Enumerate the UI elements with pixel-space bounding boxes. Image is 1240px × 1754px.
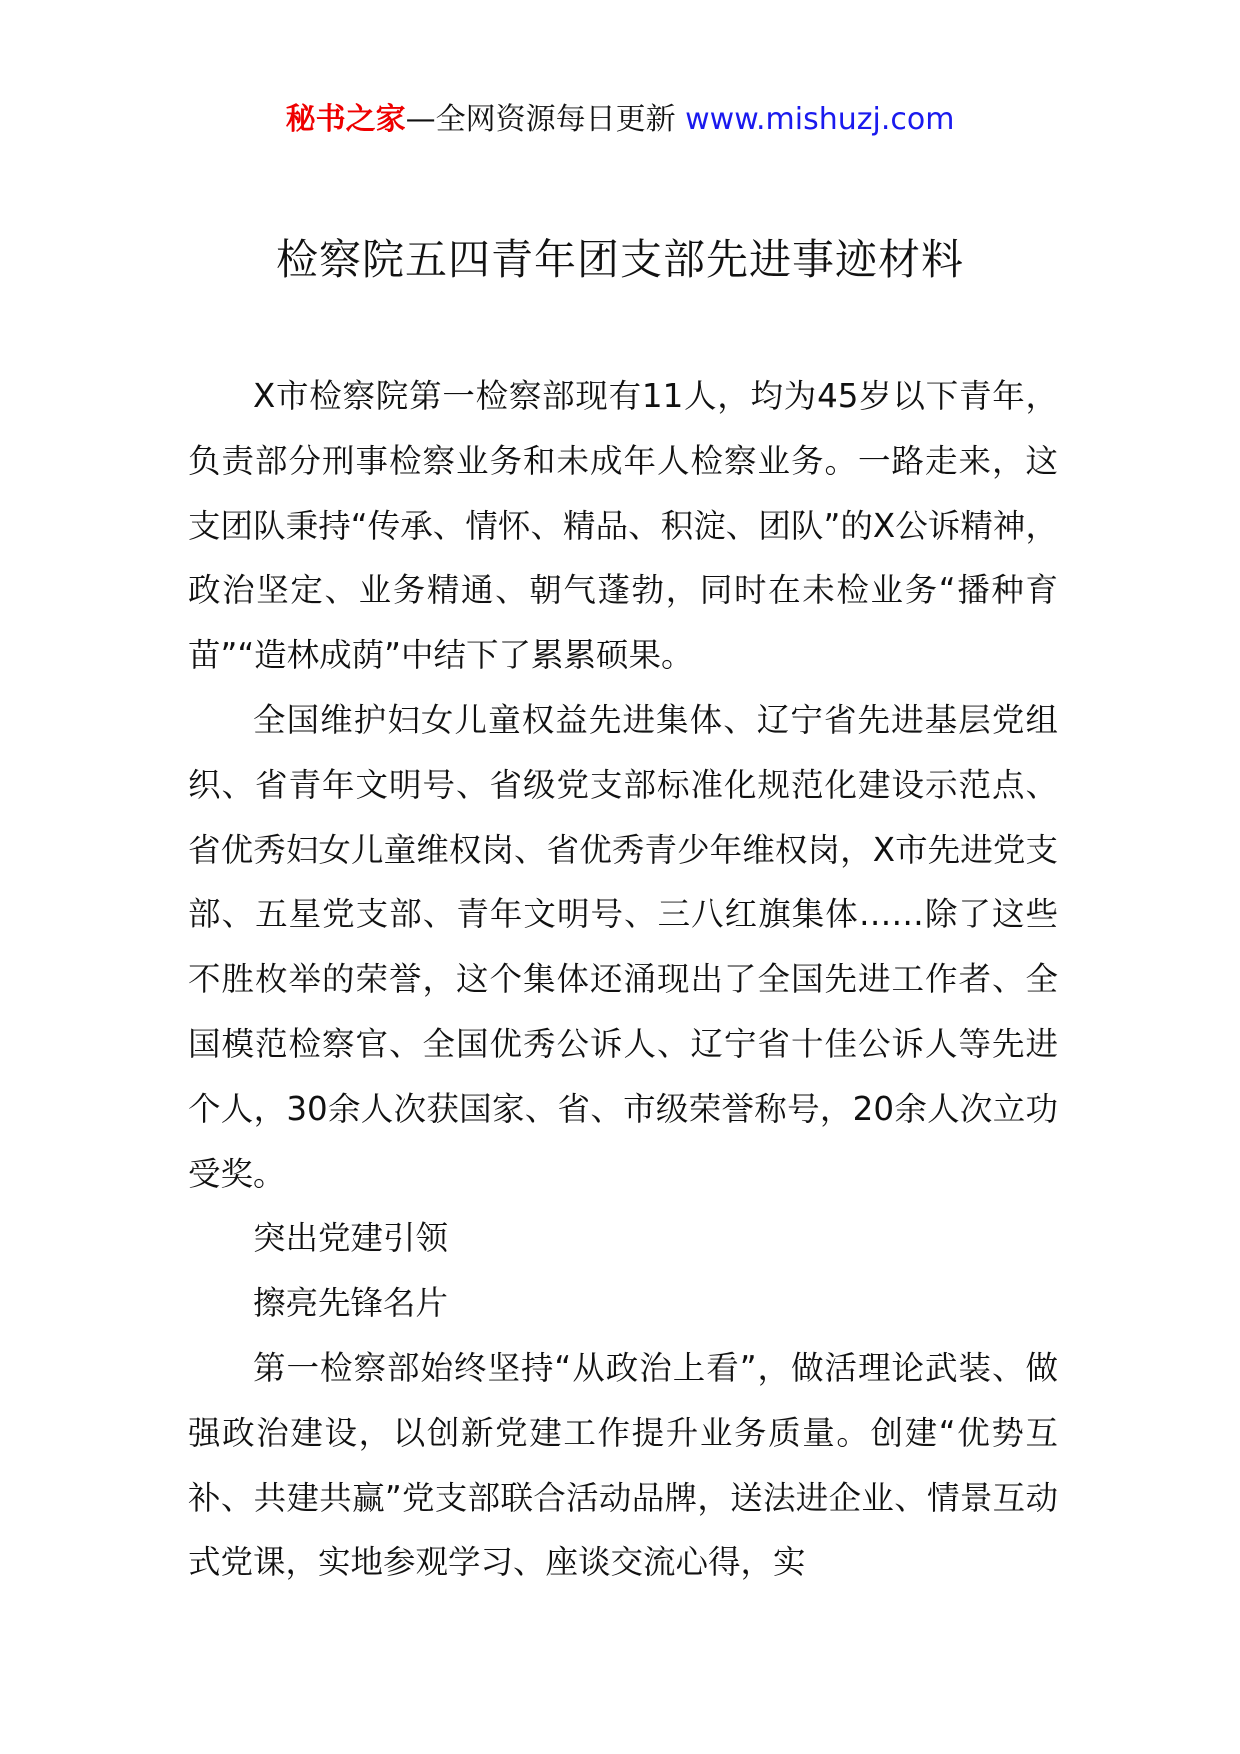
header-tagline: —全网资源每日更新 [405,102,676,137]
site-url-link[interactable]: www.mishuzj.com [685,102,955,137]
brand-name: 秘书之家 [285,102,406,137]
paragraph-honors: 全国维护妇女儿童权益先进集体、辽宁省先进基层党组织、省青年文明号、省级党支部标准化规范化建设示范点、省优秀妇女儿童维权岗、省优秀青少年维权岗，X市先进党支部、五星党支部、青年文明号、三八红旗集体……除了这些不胜枚举的荣誉，这个集体还涌现出了全国先进工作者、全国模范检察官、全国优秀公诉人、辽宁省十佳公诉人等先进个人，30余人次获国家、省、市级荣誉称号，20余人次立功受奖。 [188,700,1058,1193]
paragraph-intro: X市检察院第一检察部现有11人，均为45岁以下青年，负责部分刑事检察业务和未成年人检察业务。一路走来，这支团队秉持“传承、情怀、精品、积淀、团队”的X公诉精神，政治坚定、业务精通、朝气蓬勃，同时在未检业务“播种育苗”“造林成荫”中结下了累累硕果。 [188,377,1058,675]
paragraph-party-building: 第一检察部始终坚持“从政治上看”，做活理论武装、做强政治建设，以创新党建工作提升业务质量。创建“优势互补、共建共赢”党支部联合活动品牌，送法进企业、情景互动式党课，实地参观学习、座谈交流心得，实 [188,1348,1058,1582]
document-body [188,364,1058,1595]
section-heading: 突出党建引领 [253,1219,449,1258]
document-title: 检察院五四青年团支部先进事迹材料 [275,235,964,284]
site-header [0,100,1240,140]
section-subheading: 擦亮先锋名片 [253,1284,449,1323]
